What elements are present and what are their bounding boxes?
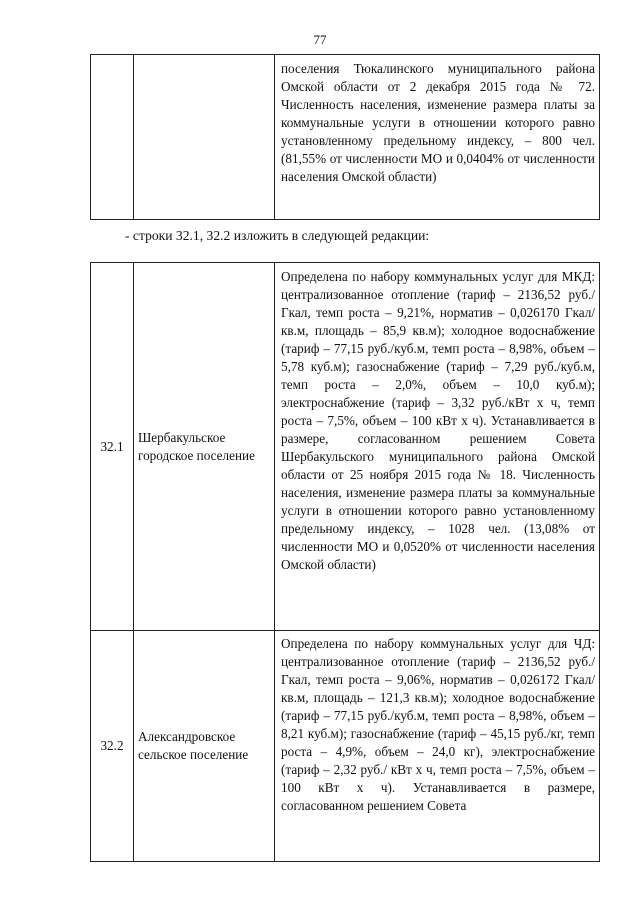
settlement-name: Шербакульское городское поселение (134, 263, 275, 631)
description-cell: поселения Тюкалинского муниципального района Омской области от 2 декабря 2015 года № 72. Численность населения, изменение размера платы за коммунальные услуги в отношении которого равно установленному предельному индексу, – 800 чел. (81,55% от численности МО и 0,0404% от численности населения Омской области) (275, 55, 600, 220)
amendment-table (90, 262, 600, 862)
row-description: Определена по набору коммунальных услуг для МКД: централизованное отопление (тариф – 2136,52 руб./Гкал, темп роста – 9,21%, норматив – 0,026170 Гкал/кв.м, площадь – 85,9 кв.м); холодное водоснабжение (тариф – 77,15 руб./куб.м, темп роста – 8,98%, объем – 5,78 куб.м); газоснабжение (тариф – 7,29 руб./куб.м, темп роста – 2,0%, объем – 10,0 куб.м); электроснабжение (тариф – 3,32 руб./кВт х ч, темп роста – 7,5%, объем – 100 кВт х ч). Устанавливается в размере, согласованном решением Совета Шербакульского муниципального района Омской области от 25 ноября 2015 года № 18. Численность населения, изменение размера платы за коммунальные услуги в отношении которого равно установленному предельному индексу, – 1028 чел. (13,08% от численности МО и 0,0520% от численности населения Омской области) (275, 263, 600, 631)
table-row (91, 55, 600, 220)
settlement-name: Александровское сельское поселение (134, 631, 275, 862)
continued-table (90, 54, 600, 220)
row-number: 32.1 (91, 263, 134, 631)
settlement-cell (134, 55, 275, 220)
row-description: Определена по набору коммунальных услуг для ЧД: централизованное отопление (тариф – 2136,52 руб./Гкал, темп роста – 9,06%, норматив – 0,026172 Гкал/кв.м, площадь – 121,3 кв.м); холодное водоснабжение (тариф – 77,15 руб./куб.м, темп роста – 8,98%, объем – 8,21 куб.м); газоснабжение (тариф – 45,15 руб./кг, темп роста – 4,9%, объем – 24,0 кг), электроснабжение (тариф – 2,32 руб./ кВт х ч, темп роста – 7,5%, объем – 100 кВт х ч). Устанавливается в размере, согласованном решением Совета (275, 631, 600, 862)
table-row (91, 631, 600, 862)
page-number: 77 (313, 32, 327, 47)
number-cell (91, 55, 134, 220)
row-number: 32.2 (91, 631, 134, 862)
instruction-text: - строки 32.1, 32.2 изложить в следующей редакции: (125, 228, 430, 243)
table-row (91, 263, 600, 631)
